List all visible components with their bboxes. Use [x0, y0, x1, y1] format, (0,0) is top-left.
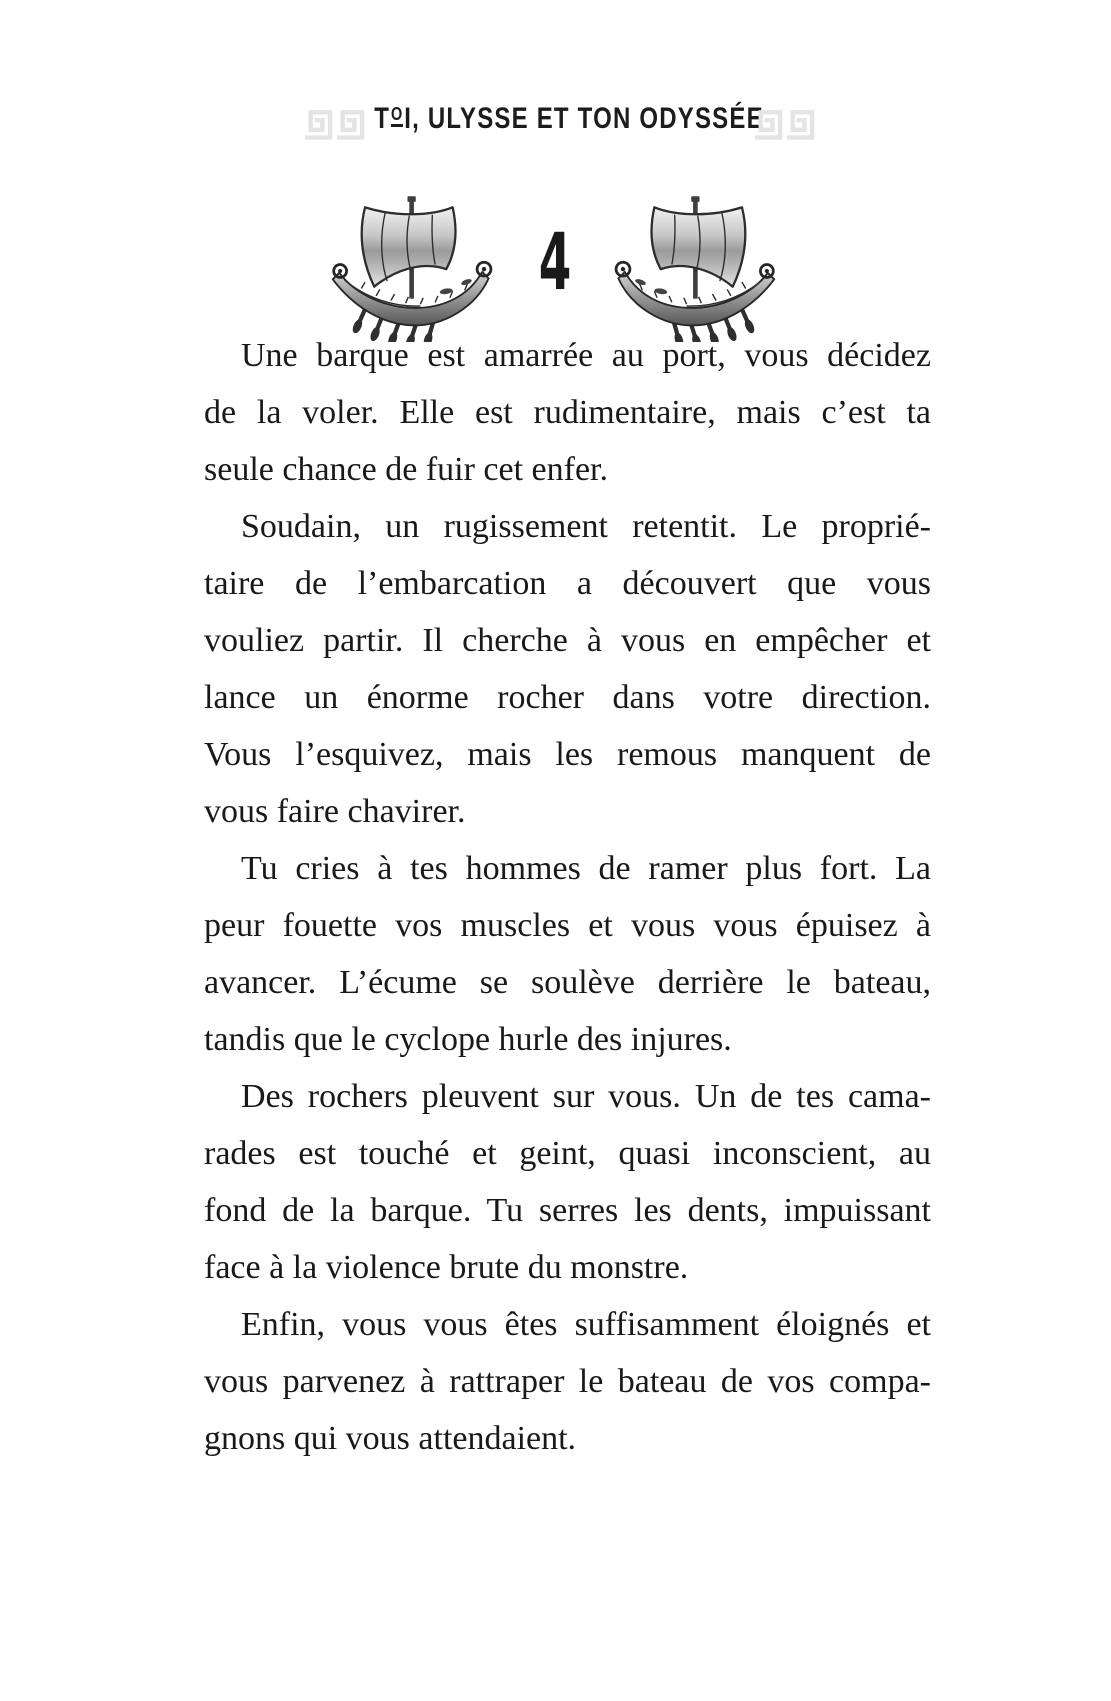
text-line: seule chance de fuir cet enfer. [204, 451, 608, 488]
running-title [374, 102, 764, 136]
text-line: fond de la barque. Tu serres les dents, impuissant [204, 1192, 931, 1229]
text-line: Des rochers pleuvent sur vous. Un de tes cama- [241, 1078, 931, 1115]
text-line: Enfin, vous vous êtes suffisamment éloignés et [241, 1306, 931, 1343]
text-line: vous faire chavirer. [204, 793, 466, 830]
greek-key-ornament-icon [752, 107, 816, 141]
text-line: lance un énorme rocher dans votre direction. [204, 679, 931, 716]
text-line: face à la violence brute du monstre. [204, 1249, 689, 1286]
galley-ship-icon-mirrored [611, 188, 777, 342]
text-line: vous parvenez à rattraper le bateau de vos compa- [204, 1363, 931, 1400]
text-line: Soudain, un rugissement retentit. Le proprié- [241, 508, 931, 545]
text-line: vouliez partir. Il cherche à vous en empêcher et [204, 622, 931, 659]
running-title-part: I, ULYSSE ET TON ODYSSÉE [404, 102, 764, 135]
text-line: peur fouette vos muscles et vous vous épuisez à [204, 907, 931, 944]
text-line: taire de l’embarcation a découvert que vous [204, 565, 931, 602]
text-line: tandis que le cyclope hurle des injures. [204, 1021, 732, 1058]
text-line: Une barque est amarrée au port, vous décidez [241, 337, 931, 374]
text-line: Vous l’esquivez, mais les remous manquent de [204, 736, 931, 773]
greek-key-ornament-icon [302, 107, 366, 141]
chapter-number: 4 [538, 218, 572, 308]
body-text [204, 327, 931, 1467]
running-title-part: T [374, 102, 391, 135]
text-line: rades est touché et geint, quasi inconscient, au [204, 1135, 931, 1172]
galley-ship-icon [330, 188, 496, 342]
text-line: Tu cries à tes hommes de ramer plus fort. La [241, 850, 931, 887]
text-line: gnons qui vous attendaient. [204, 1420, 577, 1457]
running-title-ordinal-o: O [391, 105, 403, 127]
text-line: de la voler. Elle est rudimentaire, mais c’est ta [204, 394, 931, 431]
text-line: avancer. L’écume se soulève derrière le bateau, [204, 964, 931, 1001]
